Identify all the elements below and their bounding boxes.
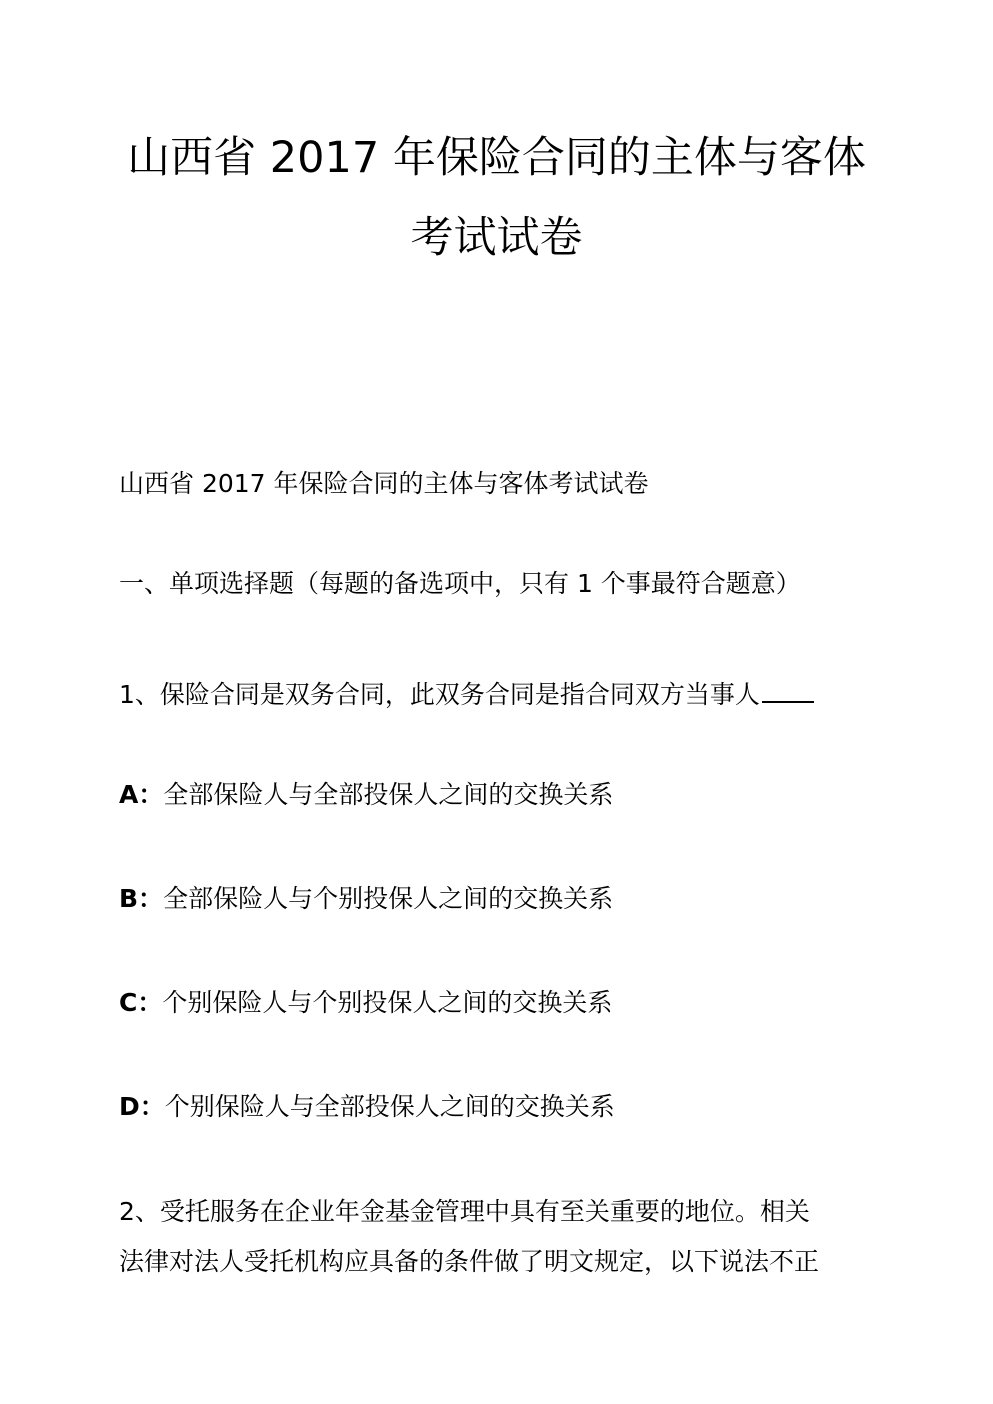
question-2-stem-line-1: 2、受托服务在企业年金基金管理中具有至关重要的地位。相关 <box>119 1197 810 1226</box>
option-label: D： <box>119 1092 165 1121</box>
section-heading: 一、单项选择题（每题的备选项中，只有 1 个事最符合题意） <box>119 569 801 598</box>
option-text: 个别保险人与全部投保人之间的交换关系 <box>164 1092 615 1121</box>
option-label: A： <box>119 780 164 809</box>
document-title-line-1: 山西省 2017 年保险合同的主体与客体 <box>127 133 866 183</box>
option-label: C： <box>119 988 163 1017</box>
question-1-stem-text: 1、保险合同是双务合同，此双务合同是指合同双方当事人 <box>119 680 760 709</box>
question-1-option-c <box>119 985 612 1021</box>
option-text: 个别保险人与个别投保人之间的交换关系 <box>162 988 613 1017</box>
document-title-line-2: 考试试卷 <box>410 213 583 263</box>
question-1-option-d <box>119 1089 615 1125</box>
option-text: 全部保险人与个别投保人之间的交换关系 <box>163 884 614 913</box>
question-1-option-a <box>119 777 613 813</box>
question-1-option-b <box>119 881 613 917</box>
answer-blank <box>762 673 814 703</box>
option-text: 全部保险人与全部投保人之间的交换关系 <box>163 780 614 809</box>
document-subtitle: 山西省 2017 年保险合同的主体与客体考试试卷 <box>119 469 649 498</box>
question-2-stem-line-2: 法律对法人受托机构应具备的条件做了明文规定，以下说法不正 <box>119 1247 820 1276</box>
question-1-stem <box>119 673 814 713</box>
option-label: B： <box>119 884 164 913</box>
